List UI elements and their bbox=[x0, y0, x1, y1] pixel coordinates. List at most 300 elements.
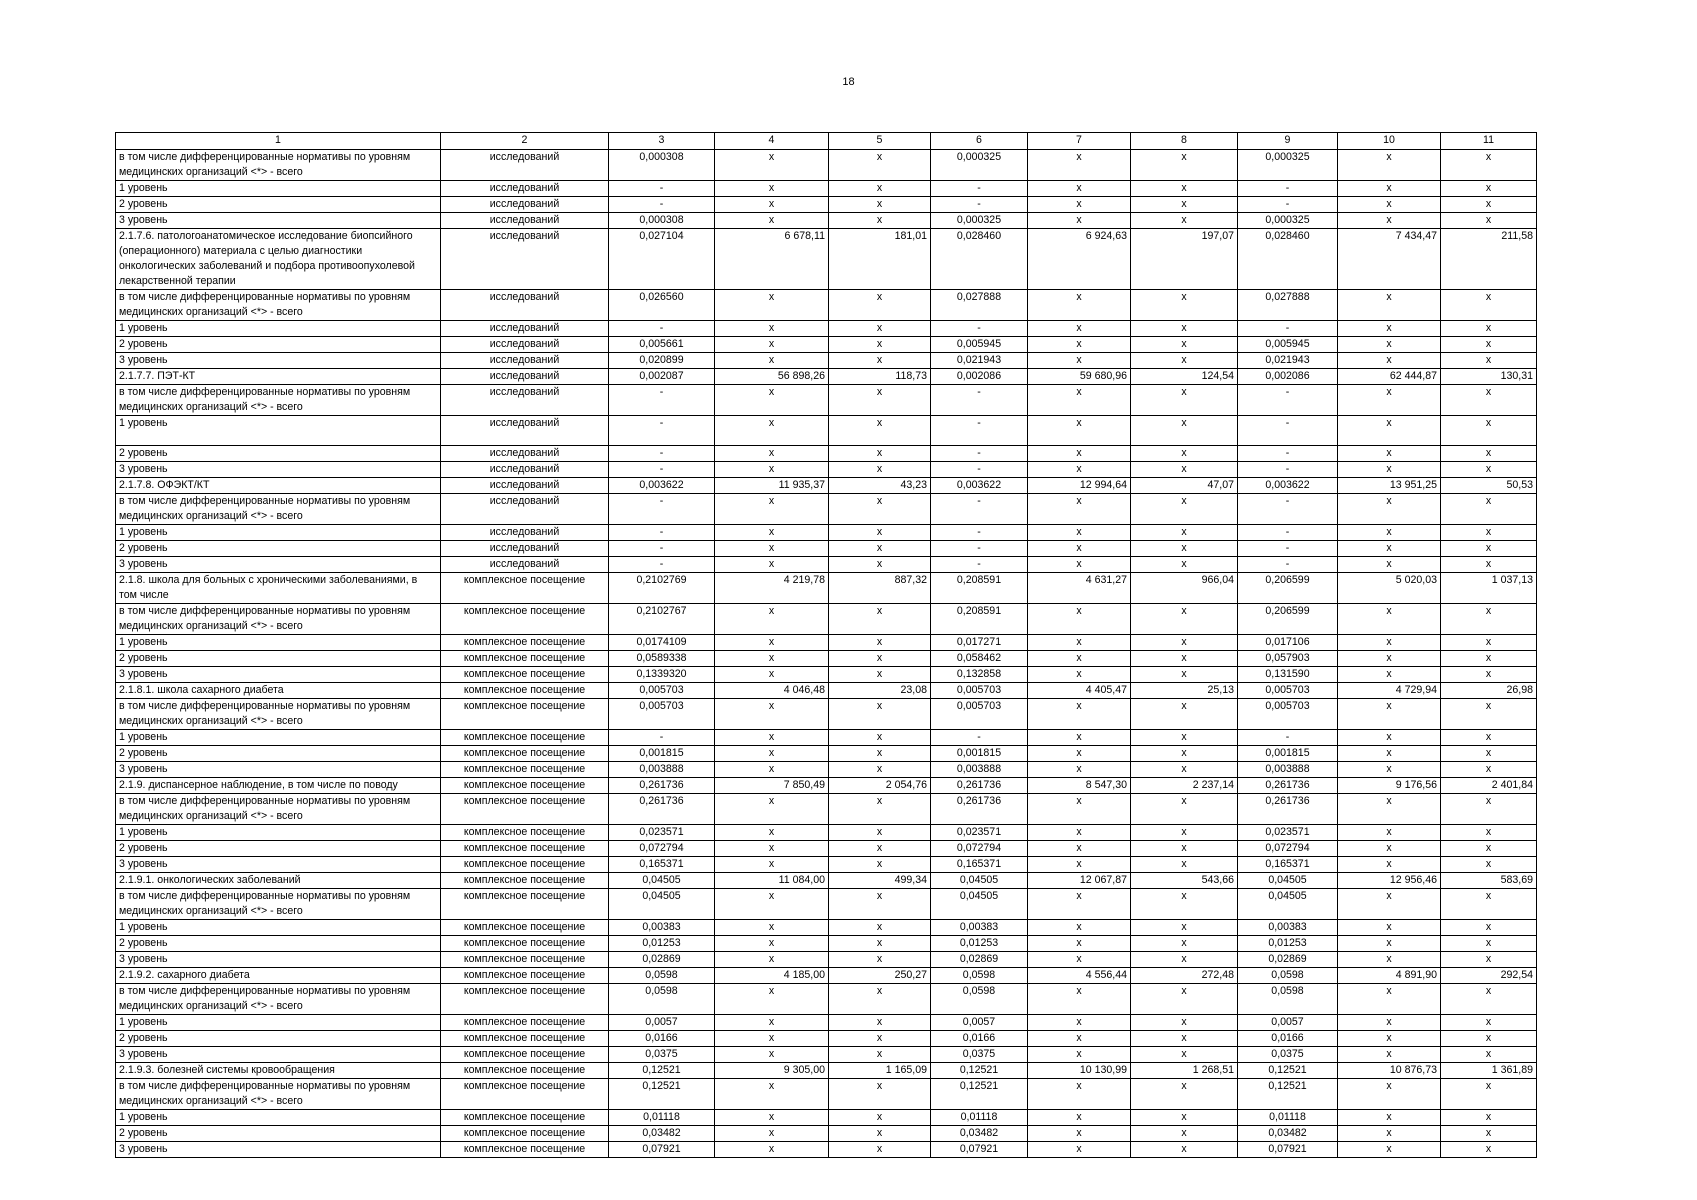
value-cell: - bbox=[1238, 416, 1338, 446]
value-cell: x bbox=[715, 699, 829, 730]
value-cell: x bbox=[1131, 730, 1238, 746]
row-name-cell: в том числе дифференцированные нормативы по уровням медицинских организаций <*> - всего bbox=[116, 290, 441, 321]
value-cell: x bbox=[715, 416, 829, 446]
value-cell: x bbox=[1338, 557, 1441, 573]
value-cell: x bbox=[829, 1110, 931, 1126]
value-cell: 0,206599 bbox=[1238, 573, 1338, 604]
value-cell: x bbox=[1028, 920, 1131, 936]
value-cell: x bbox=[1338, 651, 1441, 667]
table-row bbox=[116, 936, 1537, 952]
unit-cell: исследований bbox=[441, 353, 609, 369]
value-cell: x bbox=[1441, 1126, 1537, 1142]
value-cell: 4 729,94 bbox=[1338, 683, 1441, 699]
value-cell: 0,208591 bbox=[931, 604, 1028, 635]
header-row bbox=[116, 133, 1537, 150]
value-cell: 4 631,27 bbox=[1028, 573, 1131, 604]
value-cell: - bbox=[1238, 541, 1338, 557]
row-name-cell: 2 уровень bbox=[116, 651, 441, 667]
value-cell: x bbox=[1131, 290, 1238, 321]
row-name-cell: в том числе дифференцированные нормативы по уровням медицинских организаций <*> - всего bbox=[116, 494, 441, 525]
value-cell: x bbox=[715, 290, 829, 321]
value-cell: x bbox=[1028, 936, 1131, 952]
value-cell: 1 165,09 bbox=[829, 1063, 931, 1079]
value-cell: x bbox=[1441, 936, 1537, 952]
value-cell: x bbox=[1441, 667, 1537, 683]
value-cell: 4 046,48 bbox=[715, 683, 829, 699]
value-cell: x bbox=[1441, 525, 1537, 541]
unit-cell: комплексное посещение bbox=[441, 1142, 609, 1158]
value-cell: 0,0598 bbox=[1238, 968, 1338, 984]
value-cell: x bbox=[1028, 841, 1131, 857]
value-cell: x bbox=[1338, 494, 1441, 525]
row-name-cell: 2 уровень bbox=[116, 1126, 441, 1142]
value-cell: 0,0375 bbox=[609, 1047, 715, 1063]
value-cell: x bbox=[1441, 1079, 1537, 1110]
value-cell: 0,261736 bbox=[609, 778, 715, 794]
value-cell: 0,021943 bbox=[931, 353, 1028, 369]
row-name-cell: 2 уровень bbox=[116, 541, 441, 557]
value-cell: x bbox=[1131, 667, 1238, 683]
value-cell: x bbox=[829, 557, 931, 573]
value-cell: 124,54 bbox=[1131, 369, 1238, 385]
value-cell: 0,0166 bbox=[609, 1031, 715, 1047]
value-cell: x bbox=[715, 337, 829, 353]
value-cell: 5 020,03 bbox=[1338, 573, 1441, 604]
table-row bbox=[116, 1142, 1537, 1158]
value-cell: x bbox=[715, 150, 829, 181]
unit-cell: исследований bbox=[441, 181, 609, 197]
unit-cell: комплексное посещение bbox=[441, 857, 609, 873]
table-row bbox=[116, 213, 1537, 229]
header-cell: 11 bbox=[1441, 133, 1537, 150]
value-cell: 0,000325 bbox=[1238, 150, 1338, 181]
value-cell: x bbox=[1131, 1079, 1238, 1110]
value-cell: - bbox=[931, 197, 1028, 213]
row-name-cell: 2 уровень bbox=[116, 841, 441, 857]
value-cell: 4 891,90 bbox=[1338, 968, 1441, 984]
value-cell: x bbox=[829, 1142, 931, 1158]
row-name-cell: 1 уровень bbox=[116, 825, 441, 841]
value-cell: 9 176,56 bbox=[1338, 778, 1441, 794]
value-cell: 0,005945 bbox=[1238, 337, 1338, 353]
value-cell: x bbox=[1338, 290, 1441, 321]
value-cell: 499,34 bbox=[829, 873, 931, 889]
value-cell: - bbox=[609, 525, 715, 541]
value-cell: x bbox=[829, 446, 931, 462]
value-cell: x bbox=[715, 1047, 829, 1063]
value-cell: x bbox=[1131, 746, 1238, 762]
table-row bbox=[116, 651, 1537, 667]
header-cell: 3 bbox=[609, 133, 715, 150]
value-cell: x bbox=[1441, 197, 1537, 213]
value-cell: 8 547,30 bbox=[1028, 778, 1131, 794]
row-name-cell: 2 уровень bbox=[116, 1031, 441, 1047]
value-cell: 272,48 bbox=[1131, 968, 1238, 984]
value-cell: x bbox=[1131, 857, 1238, 873]
header-cell: 6 bbox=[931, 133, 1028, 150]
value-cell: x bbox=[1441, 557, 1537, 573]
value-cell: x bbox=[1028, 321, 1131, 337]
value-cell: 0,0598 bbox=[931, 984, 1028, 1015]
value-cell: x bbox=[715, 494, 829, 525]
unit-cell: исследований bbox=[441, 478, 609, 494]
value-cell: 56 898,26 bbox=[715, 369, 829, 385]
value-cell: 1 037,13 bbox=[1441, 573, 1537, 604]
table-row bbox=[116, 857, 1537, 873]
value-cell: x bbox=[1441, 213, 1537, 229]
value-cell: x bbox=[829, 462, 931, 478]
value-cell: x bbox=[1028, 667, 1131, 683]
value-cell: 0,00383 bbox=[609, 920, 715, 936]
value-cell: x bbox=[715, 984, 829, 1015]
unit-cell: исследований bbox=[441, 290, 609, 321]
unit-cell: комплексное посещение bbox=[441, 699, 609, 730]
value-cell: 181,01 bbox=[829, 229, 931, 290]
table-row bbox=[116, 353, 1537, 369]
value-cell: x bbox=[1338, 746, 1441, 762]
value-cell: x bbox=[1441, 494, 1537, 525]
value-cell: x bbox=[1028, 651, 1131, 667]
value-cell: x bbox=[829, 984, 931, 1015]
value-cell: 4 405,47 bbox=[1028, 683, 1131, 699]
value-cell: x bbox=[1028, 416, 1131, 446]
value-cell: 0,003888 bbox=[609, 762, 715, 778]
value-cell: x bbox=[829, 416, 931, 446]
value-cell: x bbox=[1028, 1079, 1131, 1110]
value-cell: x bbox=[829, 321, 931, 337]
value-cell: 0,01118 bbox=[609, 1110, 715, 1126]
unit-cell: исследований bbox=[441, 213, 609, 229]
unit-cell: комплексное посещение bbox=[441, 984, 609, 1015]
value-cell: x bbox=[1028, 1047, 1131, 1063]
value-cell: 0,026560 bbox=[609, 290, 715, 321]
value-cell: 0,023571 bbox=[1238, 825, 1338, 841]
value-cell: x bbox=[1338, 525, 1441, 541]
value-cell: 0,165371 bbox=[609, 857, 715, 873]
table-row bbox=[116, 667, 1537, 683]
value-cell: x bbox=[1028, 541, 1131, 557]
value-cell: x bbox=[1131, 1142, 1238, 1158]
value-cell: x bbox=[1441, 446, 1537, 462]
value-cell: 0,01253 bbox=[931, 936, 1028, 952]
value-cell: x bbox=[1338, 213, 1441, 229]
row-name-cell: 3 уровень bbox=[116, 952, 441, 968]
value-cell: x bbox=[1338, 794, 1441, 825]
value-cell: 0,005703 bbox=[1238, 683, 1338, 699]
value-cell: x bbox=[1131, 181, 1238, 197]
value-cell: x bbox=[1131, 1047, 1238, 1063]
value-cell: x bbox=[1338, 635, 1441, 651]
value-cell: x bbox=[1131, 446, 1238, 462]
table-row bbox=[116, 889, 1537, 920]
value-cell: - bbox=[931, 321, 1028, 337]
row-name-cell: 2 уровень bbox=[116, 197, 441, 213]
unit-cell: комплексное посещение bbox=[441, 1126, 609, 1142]
value-cell: x bbox=[1028, 525, 1131, 541]
value-cell: 966,04 bbox=[1131, 573, 1238, 604]
value-cell: x bbox=[829, 1126, 931, 1142]
value-cell: 0,028460 bbox=[1238, 229, 1338, 290]
unit-cell: комплексное посещение bbox=[441, 873, 609, 889]
value-cell: x bbox=[829, 699, 931, 730]
value-cell: 250,27 bbox=[829, 968, 931, 984]
table-row bbox=[116, 541, 1537, 557]
value-cell: x bbox=[1338, 952, 1441, 968]
value-cell: 543,66 bbox=[1131, 873, 1238, 889]
value-cell: x bbox=[1028, 446, 1131, 462]
value-cell: x bbox=[1338, 920, 1441, 936]
value-cell: x bbox=[1338, 730, 1441, 746]
value-cell: 10 876,73 bbox=[1338, 1063, 1441, 1079]
table-row bbox=[116, 462, 1537, 478]
value-cell: x bbox=[829, 841, 931, 857]
value-cell: 0,04505 bbox=[609, 889, 715, 920]
table-row bbox=[116, 604, 1537, 635]
table-row bbox=[116, 290, 1537, 321]
value-cell: 0,261736 bbox=[609, 794, 715, 825]
table-row bbox=[116, 683, 1537, 699]
row-name-cell: в том числе дифференцированные нормативы по уровням медицинских организаций <*> - всего bbox=[116, 984, 441, 1015]
row-name-cell: 3 уровень bbox=[116, 353, 441, 369]
row-name-cell: 1 уровень bbox=[116, 1110, 441, 1126]
unit-cell: комплексное посещение bbox=[441, 762, 609, 778]
value-cell: 59 680,96 bbox=[1028, 369, 1131, 385]
value-cell: - bbox=[931, 541, 1028, 557]
unit-cell: исследований bbox=[441, 462, 609, 478]
value-cell: 130,31 bbox=[1441, 369, 1537, 385]
value-cell: 0,165371 bbox=[1238, 857, 1338, 873]
value-cell: x bbox=[1028, 952, 1131, 968]
value-cell: 0,04505 bbox=[1238, 889, 1338, 920]
value-cell: 0,01118 bbox=[931, 1110, 1028, 1126]
value-cell: 50,53 bbox=[1441, 478, 1537, 494]
table-row bbox=[116, 762, 1537, 778]
unit-cell: исследований bbox=[441, 541, 609, 557]
value-cell: x bbox=[1441, 920, 1537, 936]
unit-cell: комплексное посещение bbox=[441, 1079, 609, 1110]
value-cell: x bbox=[715, 1110, 829, 1126]
value-cell: 0,12521 bbox=[609, 1063, 715, 1079]
value-cell: 0,02869 bbox=[1238, 952, 1338, 968]
table-row bbox=[116, 841, 1537, 857]
value-cell: x bbox=[829, 746, 931, 762]
value-cell: x bbox=[1131, 150, 1238, 181]
value-cell: x bbox=[1338, 337, 1441, 353]
value-cell: x bbox=[829, 920, 931, 936]
table-row bbox=[116, 573, 1537, 604]
value-cell: x bbox=[1441, 825, 1537, 841]
table-row bbox=[116, 635, 1537, 651]
value-cell: x bbox=[1028, 290, 1131, 321]
value-cell: - bbox=[1238, 181, 1338, 197]
value-cell: - bbox=[931, 446, 1028, 462]
value-cell: x bbox=[1028, 635, 1131, 651]
value-cell: x bbox=[1441, 1142, 1537, 1158]
value-cell: x bbox=[715, 213, 829, 229]
value-cell: x bbox=[715, 889, 829, 920]
header-cell: 4 bbox=[715, 133, 829, 150]
row-name-cell: 3 уровень bbox=[116, 1047, 441, 1063]
value-cell: x bbox=[829, 1031, 931, 1047]
row-name-cell: 3 уровень bbox=[116, 213, 441, 229]
value-cell: x bbox=[1441, 385, 1537, 416]
unit-cell: комплексное посещение bbox=[441, 635, 609, 651]
header-cell: 5 bbox=[829, 133, 931, 150]
value-cell: 0,027104 bbox=[609, 229, 715, 290]
table-row bbox=[116, 369, 1537, 385]
value-cell: x bbox=[1028, 1110, 1131, 1126]
value-cell: 12 956,46 bbox=[1338, 873, 1441, 889]
value-cell: x bbox=[829, 762, 931, 778]
value-cell: 0,003622 bbox=[931, 478, 1028, 494]
value-cell: x bbox=[1338, 541, 1441, 557]
value-cell: x bbox=[1131, 841, 1238, 857]
value-cell: 13 951,25 bbox=[1338, 478, 1441, 494]
value-cell: 0,000308 bbox=[609, 150, 715, 181]
unit-cell: комплексное посещение bbox=[441, 573, 609, 604]
value-cell: 0,021943 bbox=[1238, 353, 1338, 369]
value-cell: x bbox=[715, 1079, 829, 1110]
value-cell: x bbox=[715, 541, 829, 557]
value-cell: 0,01118 bbox=[1238, 1110, 1338, 1126]
value-cell: x bbox=[1441, 984, 1537, 1015]
value-cell: x bbox=[715, 446, 829, 462]
value-cell: 0,003888 bbox=[1238, 762, 1338, 778]
table-row bbox=[116, 525, 1537, 541]
value-cell: x bbox=[1441, 651, 1537, 667]
row-name-cell: 3 уровень bbox=[116, 462, 441, 478]
row-name-cell: 3 уровень bbox=[116, 857, 441, 873]
value-cell: x bbox=[829, 197, 931, 213]
value-cell: x bbox=[829, 651, 931, 667]
table-row bbox=[116, 1110, 1537, 1126]
value-cell: x bbox=[1338, 1047, 1441, 1063]
row-name-cell: 1 уровень bbox=[116, 730, 441, 746]
value-cell: - bbox=[609, 557, 715, 573]
value-cell: 0,07921 bbox=[609, 1142, 715, 1158]
value-cell: x bbox=[1441, 321, 1537, 337]
value-cell: x bbox=[1028, 746, 1131, 762]
value-cell: 887,32 bbox=[829, 573, 931, 604]
value-cell: - bbox=[609, 385, 715, 416]
value-cell: x bbox=[829, 181, 931, 197]
row-name-cell: 1 уровень bbox=[116, 635, 441, 651]
value-cell: x bbox=[715, 462, 829, 478]
value-cell: 12 994,64 bbox=[1028, 478, 1131, 494]
value-cell: 6 924,63 bbox=[1028, 229, 1131, 290]
value-cell: 0,002086 bbox=[1238, 369, 1338, 385]
value-cell: x bbox=[1028, 857, 1131, 873]
value-cell: 0,023571 bbox=[609, 825, 715, 841]
value-cell: 23,08 bbox=[829, 683, 931, 699]
value-cell: x bbox=[715, 1015, 829, 1031]
unit-cell: исследований bbox=[441, 525, 609, 541]
value-cell: 7 850,49 bbox=[715, 778, 829, 794]
value-cell: - bbox=[609, 494, 715, 525]
value-cell: x bbox=[829, 1015, 931, 1031]
value-cell: 0,00383 bbox=[1238, 920, 1338, 936]
value-cell: 0,2102767 bbox=[609, 604, 715, 635]
unit-cell: исследований bbox=[441, 416, 609, 446]
unit-cell: комплексное посещение bbox=[441, 968, 609, 984]
value-cell: - bbox=[931, 385, 1028, 416]
value-cell: x bbox=[1338, 1126, 1441, 1142]
value-cell: 0,0598 bbox=[609, 984, 715, 1015]
value-cell: 0,005945 bbox=[931, 337, 1028, 353]
value-cell: - bbox=[1238, 525, 1338, 541]
unit-cell: комплексное посещение bbox=[441, 730, 609, 746]
value-cell: - bbox=[609, 730, 715, 746]
value-cell: 0,000308 bbox=[609, 213, 715, 229]
value-cell: - bbox=[931, 730, 1028, 746]
value-cell: 0,261736 bbox=[931, 794, 1028, 825]
value-cell: 0,03482 bbox=[609, 1126, 715, 1142]
value-cell: - bbox=[609, 541, 715, 557]
value-cell: x bbox=[715, 841, 829, 857]
value-cell: 0,0057 bbox=[609, 1015, 715, 1031]
value-cell: 0,12521 bbox=[609, 1079, 715, 1110]
value-cell: x bbox=[829, 857, 931, 873]
value-cell: 0,003622 bbox=[1238, 478, 1338, 494]
table-row bbox=[116, 337, 1537, 353]
value-cell: x bbox=[1441, 150, 1537, 181]
value-cell: x bbox=[1441, 746, 1537, 762]
value-cell: x bbox=[715, 557, 829, 573]
value-cell: x bbox=[715, 635, 829, 651]
value-cell: 0,2102769 bbox=[609, 573, 715, 604]
table-row bbox=[116, 385, 1537, 416]
value-cell: 0,261736 bbox=[1238, 794, 1338, 825]
unit-cell: комплексное посещение bbox=[441, 1031, 609, 1047]
unit-cell: исследований bbox=[441, 150, 609, 181]
value-cell: 0,005703 bbox=[1238, 699, 1338, 730]
value-cell: - bbox=[931, 462, 1028, 478]
value-cell: 0,261736 bbox=[1238, 778, 1338, 794]
value-cell: x bbox=[715, 385, 829, 416]
value-cell: x bbox=[829, 936, 931, 952]
unit-cell: комплексное посещение bbox=[441, 1063, 609, 1079]
value-cell: x bbox=[1131, 936, 1238, 952]
value-cell: x bbox=[1028, 385, 1131, 416]
value-cell: x bbox=[1028, 1015, 1131, 1031]
unit-cell: комплексное посещение bbox=[441, 1110, 609, 1126]
value-cell: x bbox=[829, 889, 931, 920]
value-cell: 0,0598 bbox=[931, 968, 1028, 984]
value-cell: - bbox=[931, 181, 1028, 197]
value-cell: 0,12521 bbox=[1238, 1063, 1338, 1079]
header-cell: 9 bbox=[1238, 133, 1338, 150]
value-cell: x bbox=[1028, 1031, 1131, 1047]
value-cell: 0,0057 bbox=[1238, 1015, 1338, 1031]
value-cell: 0,028460 bbox=[931, 229, 1028, 290]
row-name-cell: 2 уровень bbox=[116, 746, 441, 762]
value-cell: 0,04505 bbox=[931, 873, 1028, 889]
value-cell: x bbox=[1131, 762, 1238, 778]
value-cell: x bbox=[829, 353, 931, 369]
value-cell: x bbox=[1338, 1110, 1441, 1126]
value-cell: x bbox=[1028, 353, 1131, 369]
value-cell: x bbox=[1338, 181, 1441, 197]
value-cell: x bbox=[715, 651, 829, 667]
value-cell: x bbox=[1441, 290, 1537, 321]
row-name-cell: 2.1.8. школа для больных с хроническими заболеваниями, в том числе bbox=[116, 573, 441, 604]
unit-cell: исследований bbox=[441, 494, 609, 525]
value-cell: 0,01253 bbox=[1238, 936, 1338, 952]
value-cell: x bbox=[715, 746, 829, 762]
value-cell: x bbox=[1441, 794, 1537, 825]
value-cell: 62 444,87 bbox=[1338, 369, 1441, 385]
unit-cell: комплексное посещение bbox=[441, 825, 609, 841]
